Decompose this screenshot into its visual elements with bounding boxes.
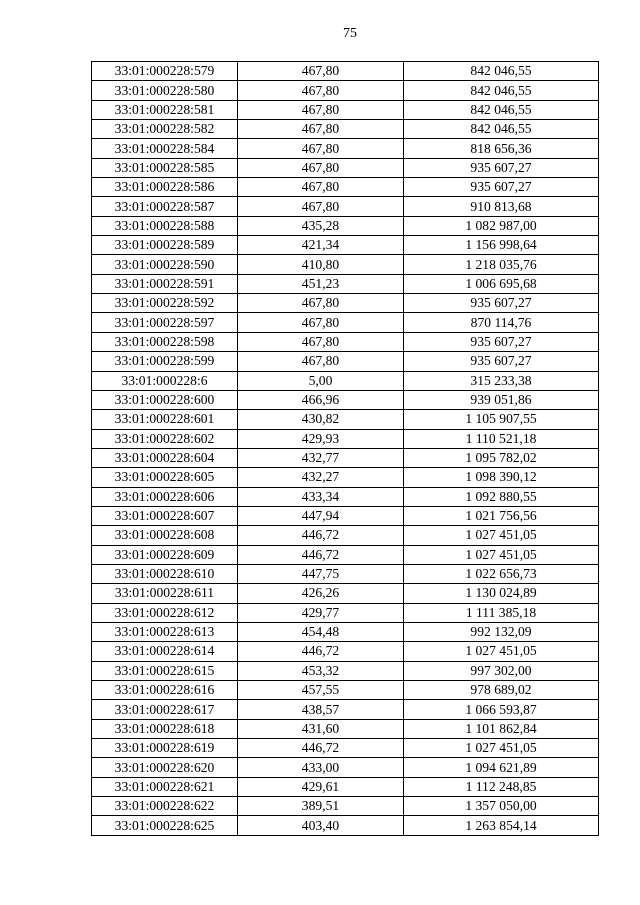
cadastral-number-cell: 33:01:000228:580 (92, 81, 238, 100)
cadastral-number-cell: 33:01:000228:587 (92, 197, 238, 216)
table-row (92, 622, 599, 641)
area-cell: 429,61 (238, 777, 404, 796)
table-row (92, 681, 599, 700)
cadastral-value-cell: 992 132,09 (404, 622, 599, 641)
cadastral-value-cell: 842 046,55 (404, 100, 599, 119)
cadastral-number-cell: 33:01:000228:581 (92, 100, 238, 119)
area-cell: 466,96 (238, 390, 404, 409)
cadastral-number-cell: 33:01:000228:588 (92, 216, 238, 235)
cadastral-value-cell: 1 027 451,05 (404, 526, 599, 545)
cadastral-value-cell: 1 156 998,64 (404, 236, 599, 255)
table-row (92, 178, 599, 197)
table-row (92, 816, 599, 835)
cadastral-value-cell: 1 027 451,05 (404, 545, 599, 564)
cadastral-number-cell: 33:01:000228:598 (92, 332, 238, 351)
table-row (92, 448, 599, 467)
cadastral-value-cell: 1 066 593,87 (404, 700, 599, 719)
cadastral-value-cell: 1 105 907,55 (404, 410, 599, 429)
area-cell: 467,80 (238, 81, 404, 100)
table-row (92, 777, 599, 796)
area-cell: 467,80 (238, 158, 404, 177)
cadastral-number-cell: 33:01:000228:607 (92, 506, 238, 525)
area-cell: 426,26 (238, 584, 404, 603)
cadastral-number-cell: 33:01:000228:589 (92, 236, 238, 255)
area-cell: 433,34 (238, 487, 404, 506)
area-cell: 430,82 (238, 410, 404, 429)
table-row (92, 100, 599, 119)
cadastral-number-cell: 33:01:000228:621 (92, 777, 238, 796)
area-cell: 446,72 (238, 526, 404, 545)
area-cell: 467,80 (238, 352, 404, 371)
cadastral-number-cell: 33:01:000228:615 (92, 661, 238, 680)
cadastral-value-cell: 1 082 987,00 (404, 216, 599, 235)
area-cell: 467,80 (238, 120, 404, 139)
table-row (92, 642, 599, 661)
cadastral-value-cell: 1 110 521,18 (404, 429, 599, 448)
cadastral-number-cell: 33:01:000228:620 (92, 758, 238, 777)
area-cell: 432,27 (238, 468, 404, 487)
area-cell: 431,60 (238, 719, 404, 738)
area-cell: 467,80 (238, 100, 404, 119)
cadastral-number-cell: 33:01:000228:591 (92, 274, 238, 293)
cadastral-value-cell: 1 101 862,84 (404, 719, 599, 738)
area-cell: 429,93 (238, 429, 404, 448)
cadastral-number-cell: 33:01:000228:599 (92, 352, 238, 371)
cadastral-value-cell: 910 813,68 (404, 197, 599, 216)
table-row (92, 545, 599, 564)
table-row (92, 487, 599, 506)
cadastral-value-cell: 1 006 695,68 (404, 274, 599, 293)
cadastral-value-cell: 1 112 248,85 (404, 777, 599, 796)
table-row (92, 410, 599, 429)
table-row (92, 274, 599, 293)
cadastral-number-cell: 33:01:000228:605 (92, 468, 238, 487)
cadastral-value-cell: 935 607,27 (404, 294, 599, 313)
area-cell: 451,23 (238, 274, 404, 293)
cadastral-number-cell: 33:01:000228:616 (92, 681, 238, 700)
cadastral-number-cell: 33:01:000228:592 (92, 294, 238, 313)
table-row (92, 603, 599, 622)
cadastral-value-cell: 870 114,76 (404, 313, 599, 332)
page-number: 75 (343, 26, 357, 41)
cadastral-number-cell: 33:01:000228:614 (92, 642, 238, 661)
cadastral-number-cell: 33:01:000228:619 (92, 739, 238, 758)
area-cell: 446,72 (238, 739, 404, 758)
area-cell: 467,80 (238, 294, 404, 313)
table-row (92, 390, 599, 409)
cadastral-value-cell: 315 233,38 (404, 371, 599, 390)
area-cell: 467,80 (238, 178, 404, 197)
cadastral-value-cell: 1 263 854,14 (404, 816, 599, 835)
cadastral-value-cell: 935 607,27 (404, 352, 599, 371)
area-cell: 447,75 (238, 564, 404, 583)
cadastral-value-cell: 842 046,55 (404, 81, 599, 100)
cadastral-value-cell: 1 094 621,89 (404, 758, 599, 777)
cadastral-value-cell: 1 092 880,55 (404, 487, 599, 506)
area-cell: 421,34 (238, 236, 404, 255)
area-cell: 467,80 (238, 62, 404, 81)
cadastral-value-cell: 1 098 390,12 (404, 468, 599, 487)
area-cell: 433,00 (238, 758, 404, 777)
area-cell: 403,40 (238, 816, 404, 835)
table-row (92, 468, 599, 487)
table-row (92, 352, 599, 371)
cadastral-value-cell: 818 656,36 (404, 139, 599, 158)
table-row (92, 216, 599, 235)
area-cell: 467,80 (238, 332, 404, 351)
cadastral-value-cell: 935 607,27 (404, 178, 599, 197)
cadastral-number-cell: 33:01:000228:609 (92, 545, 238, 564)
cadastral-number-cell: 33:01:000228:590 (92, 255, 238, 274)
area-cell: 467,80 (238, 197, 404, 216)
cadastral-number-cell: 33:01:000228:612 (92, 603, 238, 622)
area-cell: 389,51 (238, 797, 404, 816)
cadastral-number-cell: 33:01:000228:601 (92, 410, 238, 429)
cadastral-value-cell: 1 027 451,05 (404, 642, 599, 661)
table-row (92, 332, 599, 351)
cadastral-number-cell: 33:01:000228:579 (92, 62, 238, 81)
area-cell: 453,32 (238, 661, 404, 680)
area-cell: 438,57 (238, 700, 404, 719)
cadastral-value-cell: 1 027 451,05 (404, 739, 599, 758)
area-cell: 467,80 (238, 139, 404, 158)
table-row (92, 197, 599, 216)
table-row (92, 158, 599, 177)
area-cell: 457,55 (238, 681, 404, 700)
area-cell: 454,48 (238, 622, 404, 641)
cadastral-value-cell: 1 022 656,73 (404, 564, 599, 583)
area-cell: 429,77 (238, 603, 404, 622)
cadastral-value-cell: 842 046,55 (404, 62, 599, 81)
cadastral-number-cell: 33:01:000228:610 (92, 564, 238, 583)
table-row (92, 139, 599, 158)
table-row (92, 719, 599, 738)
cadastral-value-cell: 1 021 756,56 (404, 506, 599, 525)
cadastral-value-cell: 997 302,00 (404, 661, 599, 680)
table-row (92, 758, 599, 777)
cadastral-number-cell: 33:01:000228:602 (92, 429, 238, 448)
table-row (92, 371, 599, 390)
cadastral-number-cell: 33:01:000228:582 (92, 120, 238, 139)
cadastral-number-cell: 33:01:000228:622 (92, 797, 238, 816)
table-row (92, 661, 599, 680)
cadastral-value-cell: 1 130 024,89 (404, 584, 599, 603)
area-cell: 446,72 (238, 545, 404, 564)
cadastral-number-cell: 33:01:000228:611 (92, 584, 238, 603)
table-row (92, 700, 599, 719)
table-row (92, 62, 599, 81)
cadastral-value-cell: 1 218 035,76 (404, 255, 599, 274)
cadastral-number-cell: 33:01:000228:617 (92, 700, 238, 719)
cadastral-number-cell: 33:01:000228:584 (92, 139, 238, 158)
table-row (92, 526, 599, 545)
table-row (92, 120, 599, 139)
area-cell: 446,72 (238, 642, 404, 661)
cadastral-number-cell: 33:01:000228:625 (92, 816, 238, 835)
area-cell: 432,77 (238, 448, 404, 467)
table-row (92, 313, 599, 332)
cadastral-value-cell: 939 051,86 (404, 390, 599, 409)
cadastral-value-cell: 1 357 050,00 (404, 797, 599, 816)
cadastral-number-cell: 33:01:000228:597 (92, 313, 238, 332)
cadastral-value-cell: 978 689,02 (404, 681, 599, 700)
area-cell: 435,28 (238, 216, 404, 235)
cadastral-number-cell: 33:01:000228:6 (92, 371, 238, 390)
cadastral-number-cell: 33:01:000228:613 (92, 622, 238, 641)
area-cell: 467,80 (238, 313, 404, 332)
table-body (92, 62, 599, 836)
cadastral-value-cell: 935 607,27 (404, 158, 599, 177)
area-cell: 410,80 (238, 255, 404, 274)
table-row (92, 584, 599, 603)
cadastral-value-cell: 1 095 782,02 (404, 448, 599, 467)
table-row (92, 564, 599, 583)
cadastral-value-table (91, 61, 599, 836)
area-cell: 5,00 (238, 371, 404, 390)
cadastral-value-cell: 842 046,55 (404, 120, 599, 139)
cadastral-value-cell: 935 607,27 (404, 332, 599, 351)
table-row (92, 294, 599, 313)
table-row (92, 255, 599, 274)
table-row (92, 429, 599, 448)
table-row (92, 739, 599, 758)
cadastral-number-cell: 33:01:000228:585 (92, 158, 238, 177)
table-row (92, 797, 599, 816)
table-row (92, 81, 599, 100)
cadastral-number-cell: 33:01:000228:606 (92, 487, 238, 506)
table-row (92, 506, 599, 525)
cadastral-number-cell: 33:01:000228:604 (92, 448, 238, 467)
cadastral-number-cell: 33:01:000228:600 (92, 390, 238, 409)
cadastral-number-cell: 33:01:000228:618 (92, 719, 238, 738)
cadastral-value-cell: 1 111 385,18 (404, 603, 599, 622)
cadastral-number-cell: 33:01:000228:586 (92, 178, 238, 197)
area-cell: 447,94 (238, 506, 404, 525)
cadastral-number-cell: 33:01:000228:608 (92, 526, 238, 545)
table-row (92, 236, 599, 255)
